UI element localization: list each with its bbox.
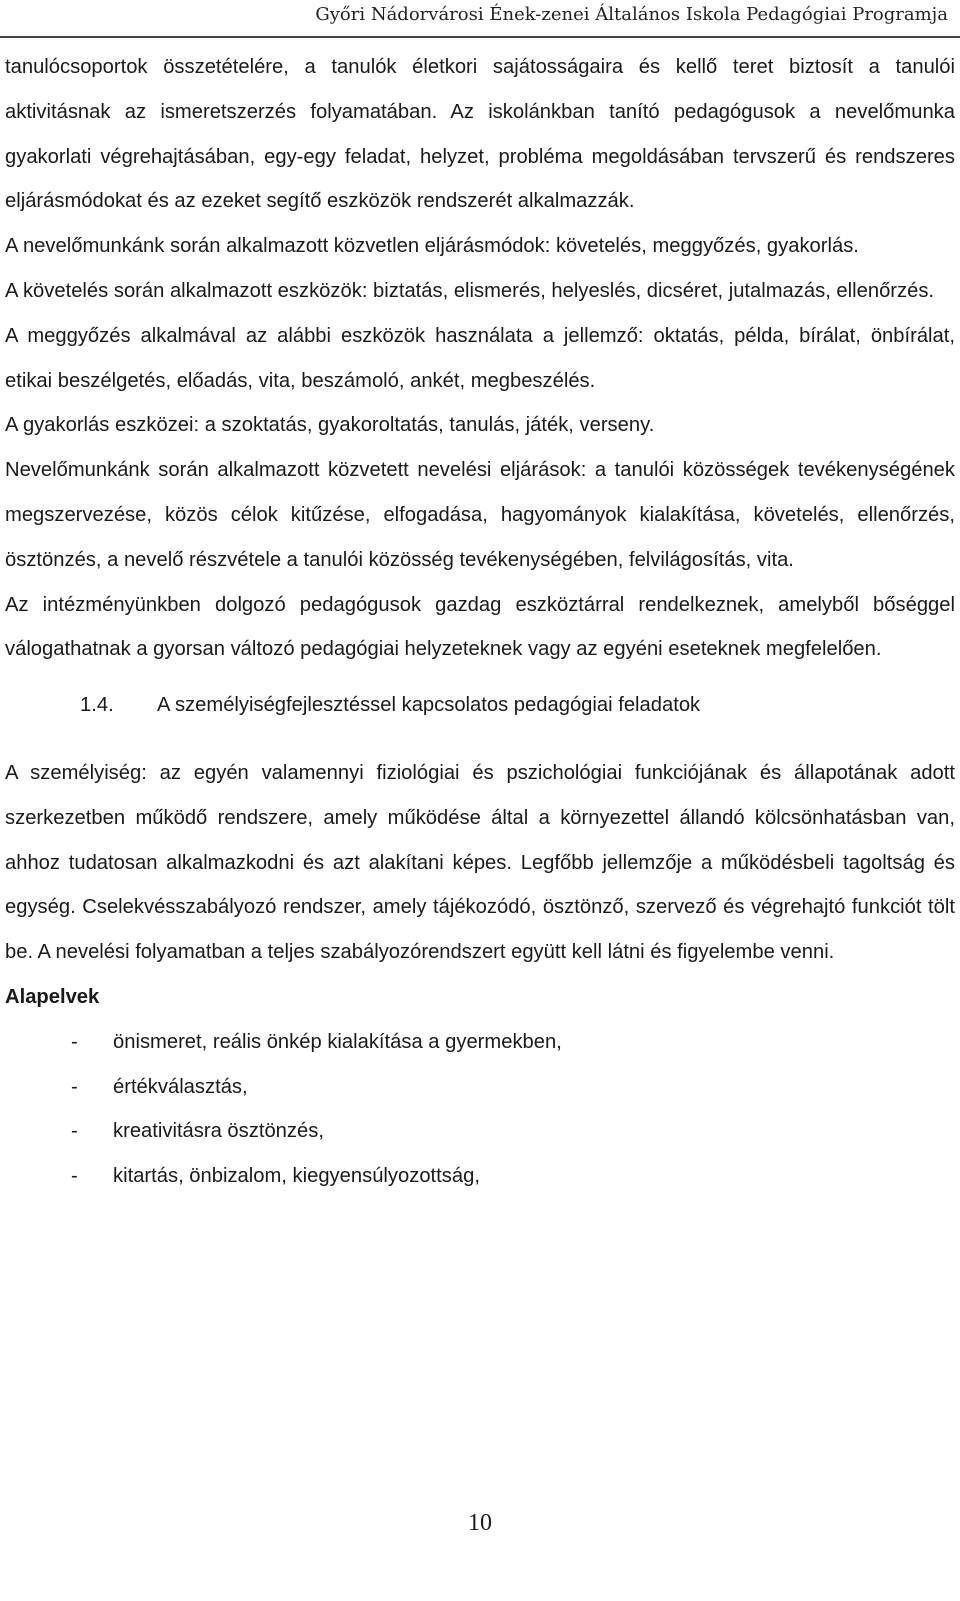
list-item — [5, 1154, 955, 1199]
section-title: A személyiségfejlesztéssel kapcsolatos pedagógiai feladatok — [157, 694, 701, 717]
list-bullet: - — [71, 1165, 78, 1188]
list-item-text: értékválasztás, — [113, 1075, 248, 1098]
paragraph: Nevelőmunkánk során alkalmazott közvetett nevelési eljárások: a tanulói közösségek tevékenységének megszervezése, közös célok kitűzése, elfogadása, hagyományok kialakítása, követelés, ellenőrzés, ösztönzés, a nevelő részvétele a tanulói közösség tevékenységében, felvilágosítás, vita. — [5, 459, 955, 571]
list-bullet: - — [71, 1075, 78, 1098]
paragraph: A meggyőzés alkalmával az alábbi eszközök használata a jellemző: oktatás, példa, bírálat, önbírálat, etikai beszélgetés, előadás, vita, beszámoló, ankét, megbeszélés. — [5, 324, 955, 392]
paragraph: A nevelőmunkánk során alkalmazott közvetlen eljárásmódok: követelés, meggyőzés, gyakorlás. — [5, 235, 859, 258]
section-heading — [5, 683, 955, 728]
list-bullet: - — [71, 1120, 78, 1143]
list-item — [5, 1065, 955, 1110]
section-paragraph: A személyiség: az egyén valamennyi fiziológiai és pszichológiai funkciójának és állapotának adott szerkezetben működő rendszere, amely működése által a környezettel állandó kölcsönhatásban van, ahhoz tudatosan alkalmazkodni és azt alakítani képes. Legfőbb jellemzője a működésbeli tagoltság és egység. Cselekvésszabályozó rendszer, amely tájékozódó, ösztönző, szervező és végrehajtó funkciót tölt be. A nevelési folyamatban a teljes szabályozórendszert együtt kell látni és figyelembe venni. — [5, 761, 955, 964]
list-item-text: kreativitásra ösztönzés, — [113, 1120, 324, 1143]
list-item — [5, 1109, 955, 1154]
list-item-text: kitartás, önbizalom, kiegyensúlyozottság, — [113, 1165, 480, 1188]
document-body — [5, 45, 955, 1199]
header-rule — [0, 36, 960, 38]
section-number: 1.4. — [80, 694, 114, 717]
paragraph: A követelés során alkalmazott eszközök: biztatás, elismerés, helyeslés, dicséret, jutalmazás, ellenőrzés. — [5, 279, 935, 302]
paragraph: Az intézményünkben dolgozó pedagógusok gazdag eszköztárral rendelkeznek, amelyből bőséggel válogathatnak a gyorsan változó pedagógiai helyzeteknek vagy az egyéni eseteknek megfelelően. — [5, 593, 955, 661]
principles-list — [5, 1020, 955, 1199]
list-bullet: - — [71, 1030, 78, 1053]
paragraph: A gyakorlás eszközei: a szoktatás, gyakoroltatás, tanulás, játék, verseny. — [5, 414, 655, 437]
page-number: 10 — [468, 1510, 492, 1536]
principles-title: Alapelvek — [5, 985, 100, 1008]
list-item-text: önismeret, reális önkép kialakítása a gyermekben, — [113, 1030, 562, 1053]
paragraph: tanulócsoportok összetételére, a tanulók életkori sajátosságaira és kellő teret biztosít a tanulói aktivitásnak az ismeretszerzés folyamatában. Az iskolánkban tanító pedagógusok a nevelőmunka gyakorlati végrehajtásában, egy-egy feladat, helyzet, probléma megoldásában tervszerű és rendszeres eljárásmódokat és az ezeket segítő eszközök rendszerét alkalmazzák. — [5, 56, 955, 213]
page-header: Győri Nádorvárosi Ének-zenei Általános Iskola Pedagógiai Programja — [315, 4, 948, 25]
list-item — [5, 1020, 955, 1065]
